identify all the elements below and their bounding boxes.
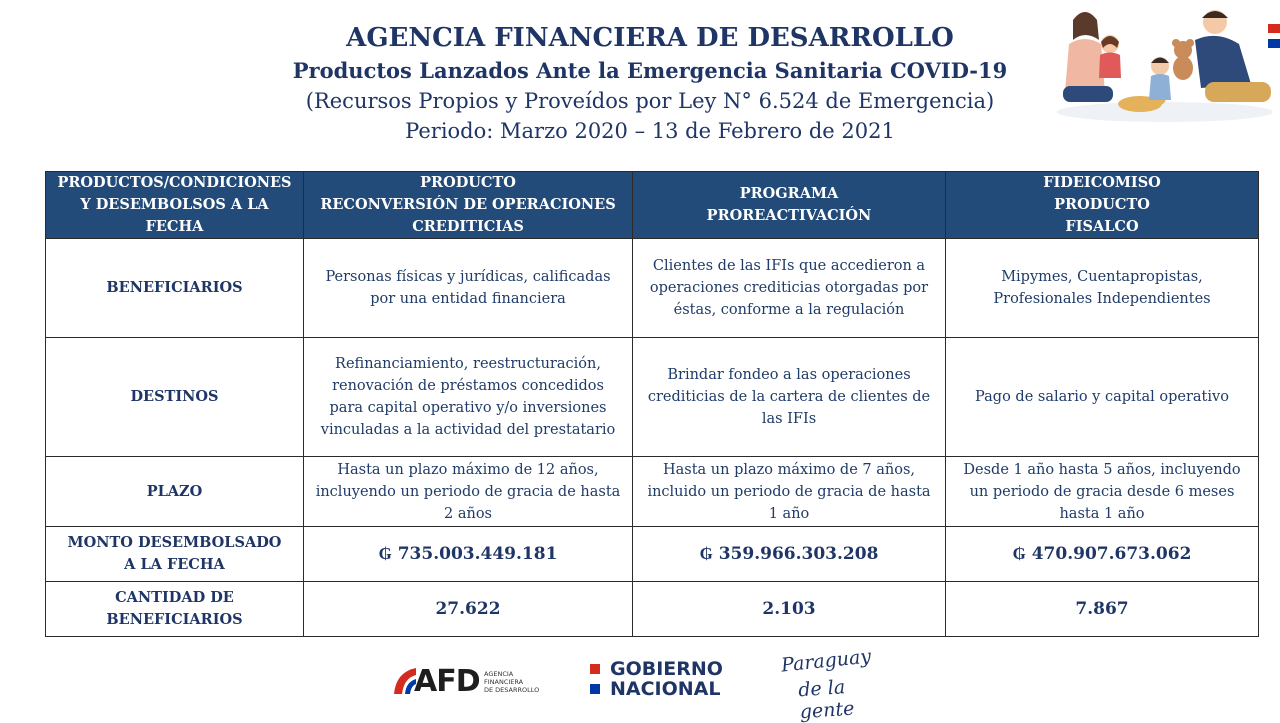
row-label: MONTO DESEMBOLSADO A LA FECHA: [46, 527, 304, 582]
amount-cell: ₲ 359.966.303.208: [633, 527, 946, 582]
period-label: Periodo: Marzo 2020 – 13 de Febrero de 2021: [405, 119, 895, 143]
table-cell: Hasta un plazo máximo de 12 años, incluyendo un periodo de gracia de hasta 2 años: [304, 457, 633, 527]
blue-square-icon: [590, 684, 600, 694]
family-illustration: [1055, 0, 1280, 125]
afd-subtitle: AGENCIA FINANCIERA DE DESARROLLO: [484, 670, 540, 694]
table-cell: Mipymes, Cuentapropistas, Profesionales Independientes: [946, 239, 1259, 338]
table-cell: Refinanciamiento, reestructuración, renovación de préstamos concedidos para capital operativo y/o inversiones vinculadas a la actividad del prestatario: [304, 338, 633, 457]
gobierno-word: GOBIERNO: [610, 658, 723, 680]
footer-logos: [0, 645, 1280, 723]
table-cell: Hasta un plazo máximo de 7 años, incluido un periodo de gracia de hasta 1 año: [633, 457, 946, 527]
count-cell: 27.622: [304, 582, 633, 637]
table-row: [46, 582, 1259, 637]
table-cell: Personas físicas y jurídicas, calificadas por una entidad financiera: [304, 239, 633, 338]
page-title: AGENCIA FINANCIERA DE DESARROLLO: [346, 23, 954, 53]
row-label: DESTINOS: [46, 338, 304, 457]
column-header: PROGRAMA PROREACTIVACIÓN: [633, 172, 946, 239]
page-header: [240, 20, 1060, 146]
flag-stripes: [1268, 24, 1280, 54]
row-label: PLAZO: [46, 457, 304, 527]
afd-logo: [392, 664, 542, 704]
paraguay-word: Paraguay: [780, 645, 873, 677]
table-row: [46, 527, 1259, 582]
table-row: [46, 457, 1259, 527]
column-header: FIDEICOMISO PRODUCTO FISALCO: [946, 172, 1259, 239]
table-cell: Clientes de las IFIs que accedieron a operaciones crediticias otorgadas por éstas, conforme a la regulación: [633, 239, 946, 338]
count-cell: 2.103: [633, 582, 946, 637]
paraguay-de-la-gente-logo: [775, 645, 895, 723]
nacional-word: NACIONAL: [610, 678, 721, 700]
page-subtitle: Productos Lanzados Ante la Emergencia Sanitaria COVID-19: [292, 58, 1008, 83]
row-label: CANTIDAD DE BENEFICIARIOS: [46, 582, 304, 637]
table-cell: Brindar fondeo a las operaciones crediticias de la cartera de clientes de las IFIs: [633, 338, 946, 457]
gobierno-nacional-logo: [590, 658, 735, 703]
count-cell: 7.867: [946, 582, 1259, 637]
column-header: PRODUCTOS/CONDICIONES Y DESEMBOLSOS A LA FECHA: [46, 172, 304, 239]
amount-cell: ₲ 470.907.673.062: [946, 527, 1259, 582]
de-la-gente-words: de la gente: [797, 676, 856, 723]
table-row: [46, 239, 1259, 338]
red-square-icon: [590, 664, 600, 674]
funding-note: (Recursos Propios y Proveídos por Ley N° 6.524 de Emergencia): [305, 89, 995, 113]
afd-wordmark: AFD: [414, 664, 480, 699]
table-header-row: [46, 172, 1259, 239]
row-label: BENEFICIARIOS: [46, 239, 304, 338]
products-table: [45, 171, 1259, 637]
table-row: [46, 338, 1259, 457]
table-cell: Pago de salario y capital operativo: [946, 338, 1259, 457]
column-header: PRODUCTO RECONVERSIÓN DE OPERACIONES CREDITICIAS: [304, 172, 633, 239]
table-cell: Desde 1 año hasta 5 años, incluyendo un periodo de gracia desde 6 meses hasta 1 año: [946, 457, 1259, 527]
amount-cell: ₲ 735.003.449.181: [304, 527, 633, 582]
